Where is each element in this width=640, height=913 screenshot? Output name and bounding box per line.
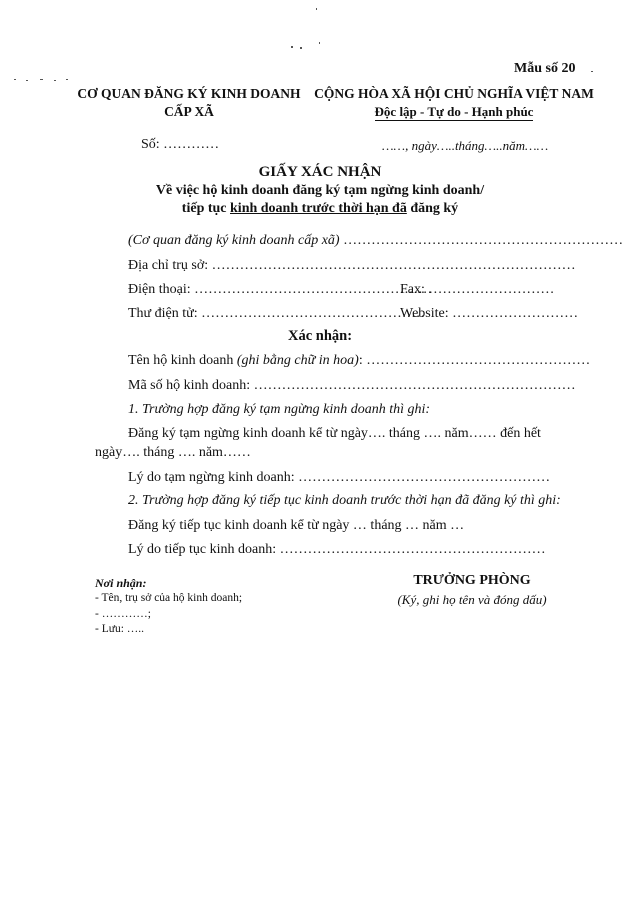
agency-name: CƠ QUAN ĐĂNG KÝ KINH DOANH <box>77 86 301 101</box>
suspend-period-line-2: ngày…. tháng …. năm…… <box>95 445 251 460</box>
email-field: Thư điện tử: ………………………………………… <box>128 306 426 321</box>
document-subtitle-1: Về việc hộ kinh doanh đăng ký tạm ngừng kinh doanh/ <box>155 183 485 198</box>
recipients-heading: Nơi nhận: <box>95 576 147 590</box>
recipient-item: - …………; <box>95 608 151 620</box>
confirm-heading: Xác nhận: <box>287 328 353 344</box>
address-field: Địa chỉ trụ sở: …………………………………………………………………… <box>128 258 576 273</box>
recipient-item: - Tên, trụ sở của hộ kinh doanh; <box>95 592 243 604</box>
signature-title: TRƯỞNG PHÒNG <box>413 573 531 588</box>
business-name-field: Tên hộ kinh doanh (ghi bằng chữ in hoa): ………………………………………… <box>128 353 591 368</box>
website-field: Website: ……………………… <box>400 306 579 321</box>
resume-period-line: Đăng ký tiếp tục kinh doanh kể từ ngày … tháng … năm … <box>128 518 465 533</box>
form-number: Mẫu số 20 <box>514 61 576 76</box>
resume-reason-field: Lý do tiếp tục kinh doanh: ………………………………………………… <box>128 542 546 557</box>
fax-field: Fax: ……………………… <box>400 282 555 297</box>
case-1-heading: 1. Trường hợp đăng ký tạm ngừng kinh doanh thì ghi: <box>128 402 431 417</box>
nation-name: CỘNG HÒA XÃ HỘI CHỦ NGHĨA VIỆT NAM <box>314 86 594 101</box>
agency-level: CẤP XÃ <box>164 104 214 119</box>
document-number: Số: ………… <box>141 137 220 152</box>
national-motto: Độc lập - Tự do - Hạnh phúc <box>374 104 534 119</box>
business-code-field: Mã số hộ kinh doanh: …………………………………………………………… <box>128 378 576 393</box>
signature-note: (Ký, ghi họ tên và đóng dấu) <box>397 592 547 607</box>
recipient-item: - Lưu: ….. <box>95 623 145 635</box>
issue-date: ……, ngày…..tháng…..năm…… <box>382 138 549 153</box>
case-2-heading: 2. Trường hợp đăng ký tiếp tục kinh doanh trước thời hạn đã đăng ký thì ghi: <box>128 493 561 508</box>
agency-field: (Cơ quan đăng ký kinh doanh cấp xã) …………………………………………………… <box>128 233 624 248</box>
phone-field: Điện thoại: …………………………………………… <box>128 282 433 297</box>
suspend-period-line-1: Đăng ký tạm ngừng kinh doanh kể từ ngày…. tháng …. năm…… đến hết <box>128 426 541 441</box>
suspend-reason-field: Lý do tạm ngừng kinh doanh: ……………………………………………… <box>128 470 551 485</box>
document-title: GIẤY XÁC NHẬN <box>258 164 382 180</box>
document-subtitle-2: tiếp tục kinh doanh trước thời hạn đã đăng ký <box>181 201 459 216</box>
